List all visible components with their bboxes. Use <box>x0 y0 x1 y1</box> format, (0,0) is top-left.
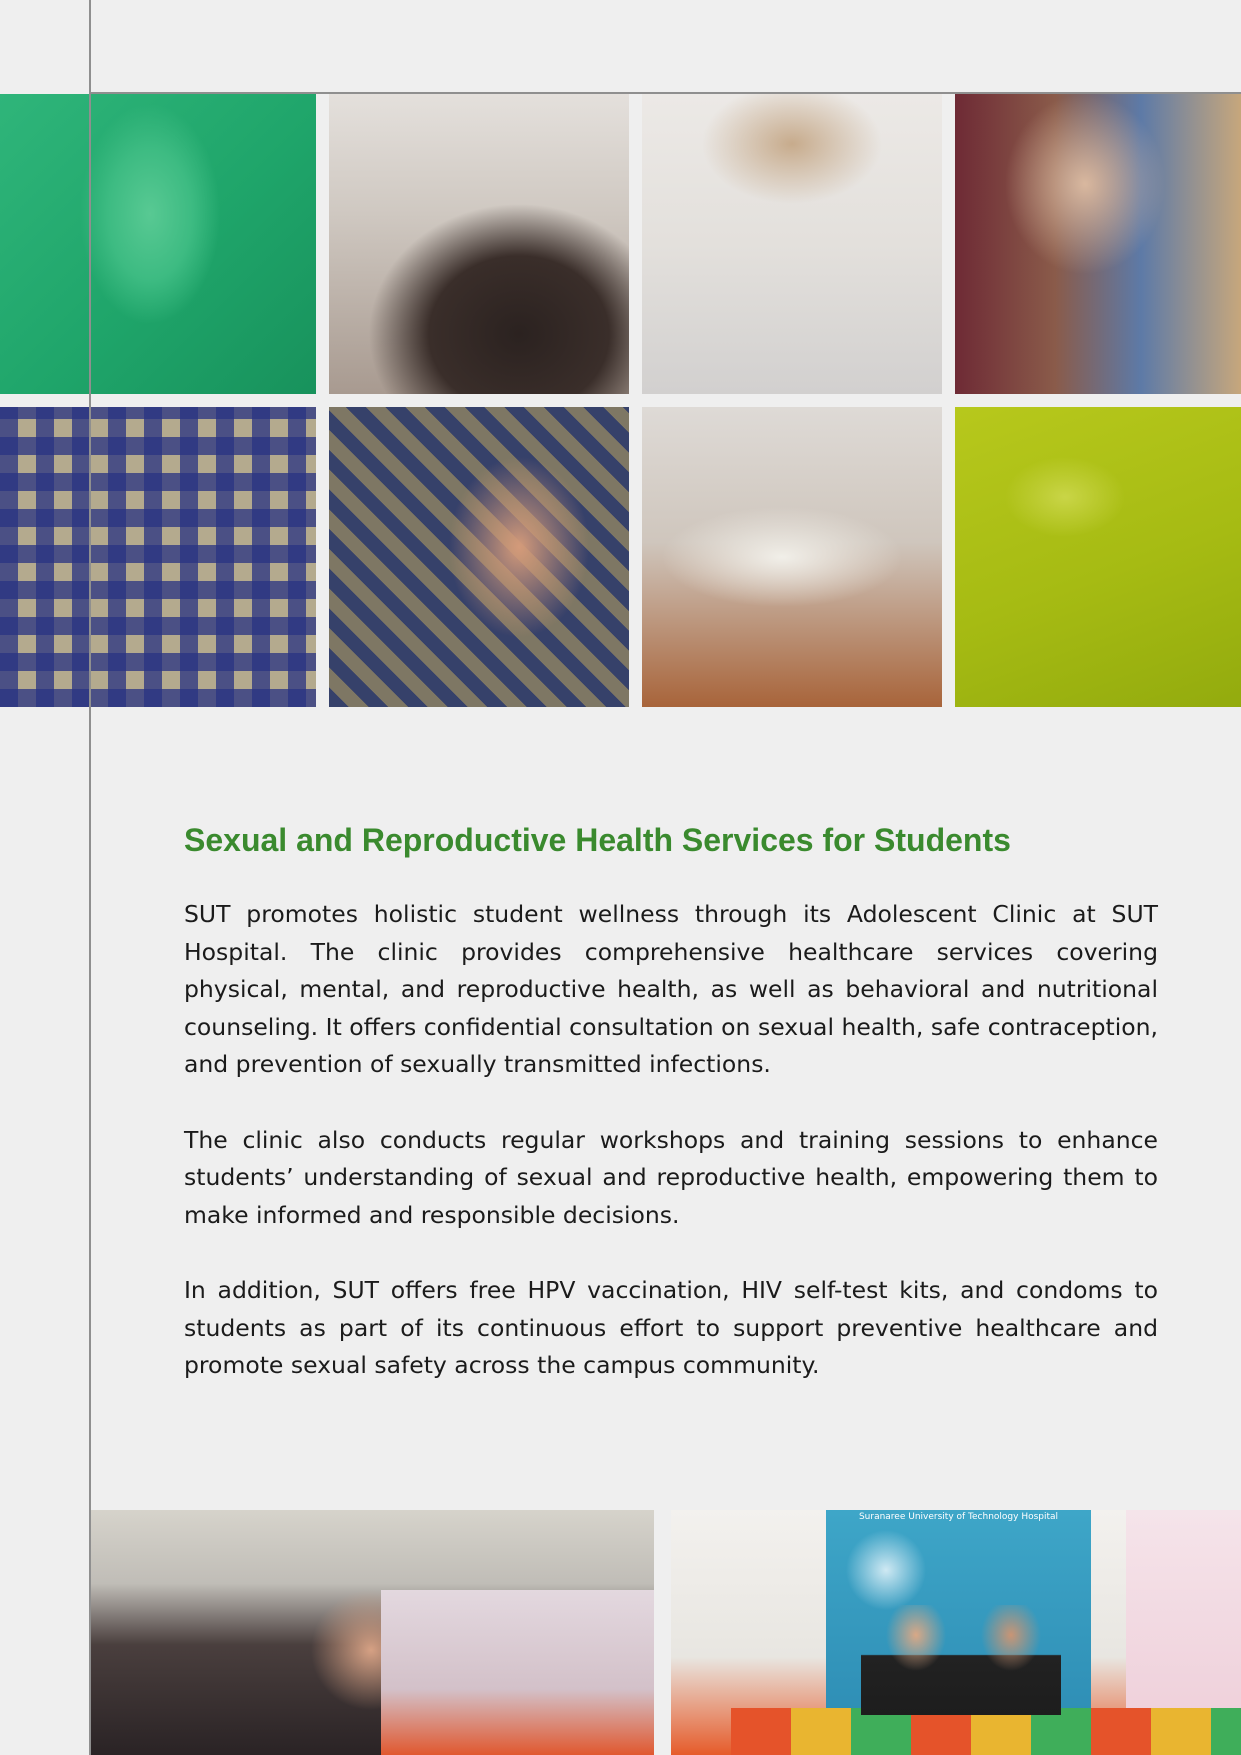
photo-tile-student-thinking <box>329 407 629 707</box>
main-content <box>184 818 1158 1423</box>
page-title: Sexual and Reproductive Health Services for Students <box>184 822 1011 858</box>
poster-title: Suranaree University of Technology Hospital <box>858 1512 1059 1522</box>
paragraph-workshops: The clinic also conducts regular workshops and training sessions to enhance students’ understanding of sexual and reproductive health, empowering them to make informed and responsible decisions. <box>184 1125 1158 1229</box>
photo-booth-display <box>381 1590 654 1755</box>
paragraph-free-services: In addition, SUT offers free HPV vaccination, HIV self-test kits, and condoms to students as part of its continuous effort to support preventive healthcare and promote sexual safety across the campus community. <box>184 1276 1158 1379</box>
photo-booth-table <box>731 1708 1241 1755</box>
photo-tile-doctor-coat <box>642 94 942 394</box>
photo-tile-plaid-shirt <box>0 407 316 707</box>
photo-tile-student-head <box>329 94 629 394</box>
photo-tile-lime-overlay <box>955 407 1241 707</box>
photo-hospital-booth <box>671 1510 1241 1755</box>
photo-tile-green-overlay <box>0 94 316 394</box>
paragraph-clinic-overview: SUT promotes holistic student wellness through its Adolescent Clinic at SUT Hospital. The clinic provides comprehensive healthcare services covering physical, mental, and reproductive health, as well as behavioral and nutritional counseling. It offers confidential consultation on sexual health, safe contraception, and prevention of sexually transmitted infections. <box>184 900 1158 1078</box>
photo-campus-health-fair <box>91 1510 654 1755</box>
horizontal-rule <box>89 92 1241 94</box>
photo-booth-staff <box>861 1605 1061 1715</box>
photo-tile-clipboard-notes <box>642 407 942 707</box>
vertical-rule <box>89 0 91 1755</box>
photo-tile-woman <box>955 94 1241 394</box>
